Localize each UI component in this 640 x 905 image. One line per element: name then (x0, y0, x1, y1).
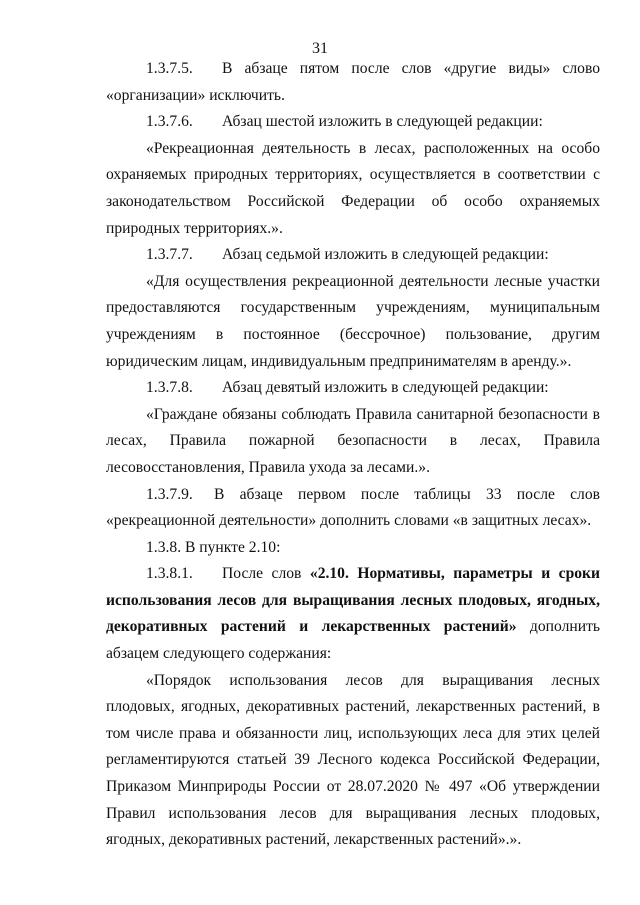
paragraph-text-outro: дополнить абзацем следующего содержания: (106, 618, 600, 663)
paragraph-text-intro: После слов (222, 565, 310, 583)
paragraph-text: Абзац седьмой изложить в следующей редакции: (222, 246, 549, 264)
paragraph-text: В абзаце пятом после слов «другие виды» слово «организации» исключить. (106, 60, 600, 104)
clause-number: 1.3.7.6. (146, 113, 193, 131)
page-number: 31 (312, 40, 328, 57)
paragraph-1-3-8: 1.3.8. В пункте 2.10: (146, 538, 281, 556)
paragraph-text: В абзаце первом после таблицы 33 после слов «рекреационной деятельности» дополнить словами «в защитных лесах». (106, 485, 600, 530)
paragraph-1-3-7-9 (106, 482, 600, 535)
paragraph-1-3-7-6 (106, 109, 600, 136)
quoted-paragraph-land-plots: «Для осуществления рекреационной деятельности лесные участки предоставляются государственным учреждениям, муниципальным учреждениям в постоянное (бессрочное) пользование, другим юридическим лицам, индивидуальным предпринимателям в аренду.». (106, 272, 600, 370)
paragraph-text: Абзац девятый изложить в следующей редакции: (222, 379, 549, 397)
paragraph-1-3-7-8 (106, 375, 600, 402)
paragraph-1-3-7-7 (106, 242, 600, 269)
quoted-paragraph-procedure: «Порядок использования лесов для выращивания лесных плодовых, ягодных, декоративных растений, лекарственных растений, в том числе права и обязанности лиц, использующих леса для этих целей регламентируются статьей 39 Лесного кодекса Российской Федерации, Приказом Минприроды России от 28.07.2020 № 497 «Об утверждении Правил использования лесов для выращивания лесных плодовых, ягодных, декоративных растений, лекарственных растений».». (106, 671, 600, 849)
clause-number: 1.3.7.9. (146, 485, 193, 503)
paragraph-1-3-8-1 (106, 561, 600, 667)
document-body (106, 56, 600, 854)
quoted-paragraph-citizens: «Граждане обязаны соблюдать Правила санитарной безопасности в лесах, Правила пожарной безопасности в лесах, Правила лесовосстановления, Правила ухода за лесами.». (106, 405, 600, 476)
clause-number: 1.3.7.7. (146, 246, 193, 264)
quoted-paragraph-recreation: «Рекреационная деятельность в лесах, расположенных на особо охраняемых природных территориях, осуществляется в соответствии с законодательством Российской Федерации об особо охраняемых природных территориях.». (106, 139, 600, 237)
clause-number: 1.3.8.1. (146, 565, 193, 583)
bold-section-title: «2.10. Нормативы, параметры и сроки использования лесов для выращивания лесных плодовых, ягодных, декоративных растений и лекарственных растений» (106, 565, 601, 636)
paragraph-text: Абзац шестой изложить в следующей редакции: (222, 113, 543, 131)
clause-number: 1.3.7.5. (146, 60, 193, 77)
clause-number: 1.3.7.8. (146, 379, 193, 397)
paragraph-1-3-7-5 (106, 56, 600, 109)
